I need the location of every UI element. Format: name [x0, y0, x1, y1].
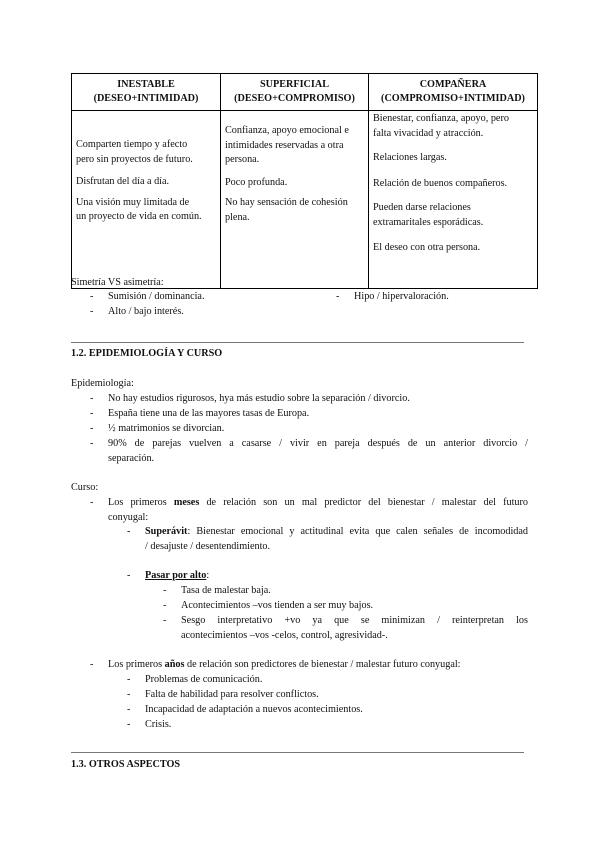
cell-superficial	[221, 111, 369, 289]
cell-text: un proyecto de vida en común.	[76, 211, 202, 223]
dash-bullet: -	[90, 291, 94, 302]
text-run: Los primeros	[108, 659, 165, 670]
list-item-text	[108, 658, 528, 673]
cell-paragraph	[225, 196, 364, 225]
header-line1: SUPERFICIAL	[259, 79, 330, 90]
dash-bullet: -	[90, 306, 94, 317]
cell-paragraph	[373, 177, 533, 192]
dash-bullet: -	[163, 600, 167, 611]
cell-text: Relaciones largas.	[373, 152, 447, 164]
text-run: de relación son predictores de bienestar / malestar futuro conyugal:	[184, 659, 461, 670]
list-item-text: Hipo / hipervaloración.	[354, 291, 449, 302]
list-item-text: conyugal:	[108, 512, 149, 523]
cell-paragraph	[76, 175, 216, 190]
dash-bullet: -	[90, 423, 94, 434]
dash-bullet: -	[127, 719, 131, 730]
dash-bullet: -	[127, 674, 131, 685]
relationship-types-table	[71, 73, 538, 289]
cell-text: Confianza, apoyo emocional e	[225, 125, 349, 136]
cell-paragraph	[373, 241, 533, 256]
dash-bullet: -	[336, 291, 340, 302]
dash-bullet: -	[127, 570, 131, 581]
text-run: :	[206, 570, 210, 581]
cell-text: Poco profunda.	[225, 176, 288, 188]
epidemiologia-title: Epidemiología:	[71, 378, 134, 389]
header-superficial	[221, 74, 369, 111]
list-item-text: Crisis.	[145, 719, 172, 730]
dash-bullet: -	[90, 497, 94, 508]
section-heading-1-2: 1.2. EPIDEMIOLOGÍA Y CURSO	[71, 348, 223, 359]
section-heading-1-3: 1.3. OTROS ASPECTOS	[71, 759, 181, 770]
text-run: Los primeros	[108, 497, 174, 508]
table-row	[72, 111, 538, 289]
list-item-text: España tiene una de las mayores tasas de Europa.	[108, 408, 310, 419]
list-item-text: / desajuste / desentendimiento.	[145, 541, 271, 552]
text-run: : Bienestar emocional y actitudinal evita que calen señales de incomodidad	[187, 526, 528, 537]
simetria-title: Simetría VS asimetría:	[71, 277, 164, 288]
cell-text: extramaritales esporádicas.	[373, 216, 484, 228]
dash-bullet: -	[127, 704, 131, 715]
cell-text: plena.	[225, 211, 250, 223]
dash-bullet: -	[90, 438, 94, 449]
cell-paragraph	[225, 176, 364, 191]
table-header-row	[72, 74, 538, 111]
list-item-text: acontecimientos –vos -celos, control, agresividad-.	[181, 630, 388, 641]
cell-paragraph	[76, 138, 216, 167]
list-item-text: Alto / bajo interés.	[108, 306, 184, 317]
section-divider	[71, 342, 524, 343]
dash-bullet: -	[90, 408, 94, 419]
list-item-text: Sumisión / dominancia.	[108, 291, 205, 302]
curso-title: Curso:	[71, 482, 99, 493]
cell-paragraph	[373, 112, 533, 141]
dash-bullet: -	[90, 659, 94, 670]
dash-bullet: -	[163, 615, 167, 626]
cell-text: falta vivacidad y atracción.	[373, 127, 484, 139]
header-line2: (DESEO+COMPROMISO)	[234, 93, 355, 104]
cell-paragraph	[373, 201, 533, 230]
cell-text: No hay sensación de cohesión	[225, 197, 348, 209]
cell-text: pero sin proyectos de futuro.	[76, 153, 193, 165]
cell-inestable	[72, 111, 221, 289]
cell-paragraph	[76, 196, 216, 225]
cell-companera	[369, 111, 538, 289]
cell-text: Bienestar, confianza, apoyo, pero	[373, 113, 509, 124]
cell-text: Comparten tiempo y afecto	[76, 139, 188, 150]
list-item-text: Sesgo interpretativo +vo ya que se minimizan / reinterpretan los	[181, 615, 528, 626]
cell-paragraph	[373, 151, 533, 166]
header-companera	[369, 74, 538, 111]
text-run: de relación son un mal predictor del bienestar / malestar del futuro	[199, 497, 528, 508]
section-divider	[71, 752, 524, 753]
dash-bullet: -	[163, 585, 167, 596]
dash-bullet: -	[127, 689, 131, 700]
cell-text: intimidades reservadas a otra	[225, 139, 344, 151]
list-item-text: Tasa de malestar baja.	[181, 585, 271, 596]
bold-term: años	[164, 659, 185, 670]
header-line2: (COMPROMISO+INTIMIDAD)	[381, 93, 525, 104]
list-item-text: Problemas de comunicación.	[145, 674, 263, 685]
cell-paragraph	[225, 124, 364, 168]
list-item-text: Incapacidad de adaptación a nuevos acontecimientos.	[145, 704, 363, 715]
header-line1: INESTABLE	[117, 79, 175, 90]
list-item-text: separación.	[108, 453, 155, 464]
dash-bullet: -	[90, 393, 94, 404]
cell-text: Disfrutan del día a día.	[76, 176, 170, 188]
cell-text: El deseo con otra persona.	[373, 241, 481, 253]
dash-bullet: -	[127, 526, 131, 537]
cell-text: persona.	[225, 154, 260, 166]
list-item-text	[108, 496, 528, 511]
cell-text: Pueden darse relaciones	[373, 202, 471, 214]
list-item-text: Acontecimientos –vos tienden a ser muy bajos.	[181, 600, 374, 611]
list-item-text: Falta de habilidad para resolver conflictos.	[145, 689, 319, 700]
bold-term: Pasar por alto	[145, 570, 207, 581]
list-item-text: No hay estudios rigurosos, hya más estudio sobre la separación / divorcio.	[108, 393, 410, 404]
bold-term: meses	[173, 497, 200, 508]
list-item-text: 90% de parejas vuelven a casarse / vivir en pareja después de un anterior divorcio /	[108, 438, 528, 449]
bold-term: Superávit	[145, 526, 188, 537]
header-line1: COMPAÑERA	[419, 79, 487, 90]
list-item-text: ½ matrimonios se divorcian.	[108, 423, 225, 434]
header-line2: (DESEO+INTIMIDAD)	[93, 93, 199, 104]
list-item-text	[145, 569, 209, 584]
list-item-text	[145, 525, 528, 540]
header-inestable	[72, 74, 221, 111]
cell-text: Relación de buenos compañeros.	[373, 177, 508, 189]
cell-text: Una visión muy limitada de	[76, 196, 190, 208]
